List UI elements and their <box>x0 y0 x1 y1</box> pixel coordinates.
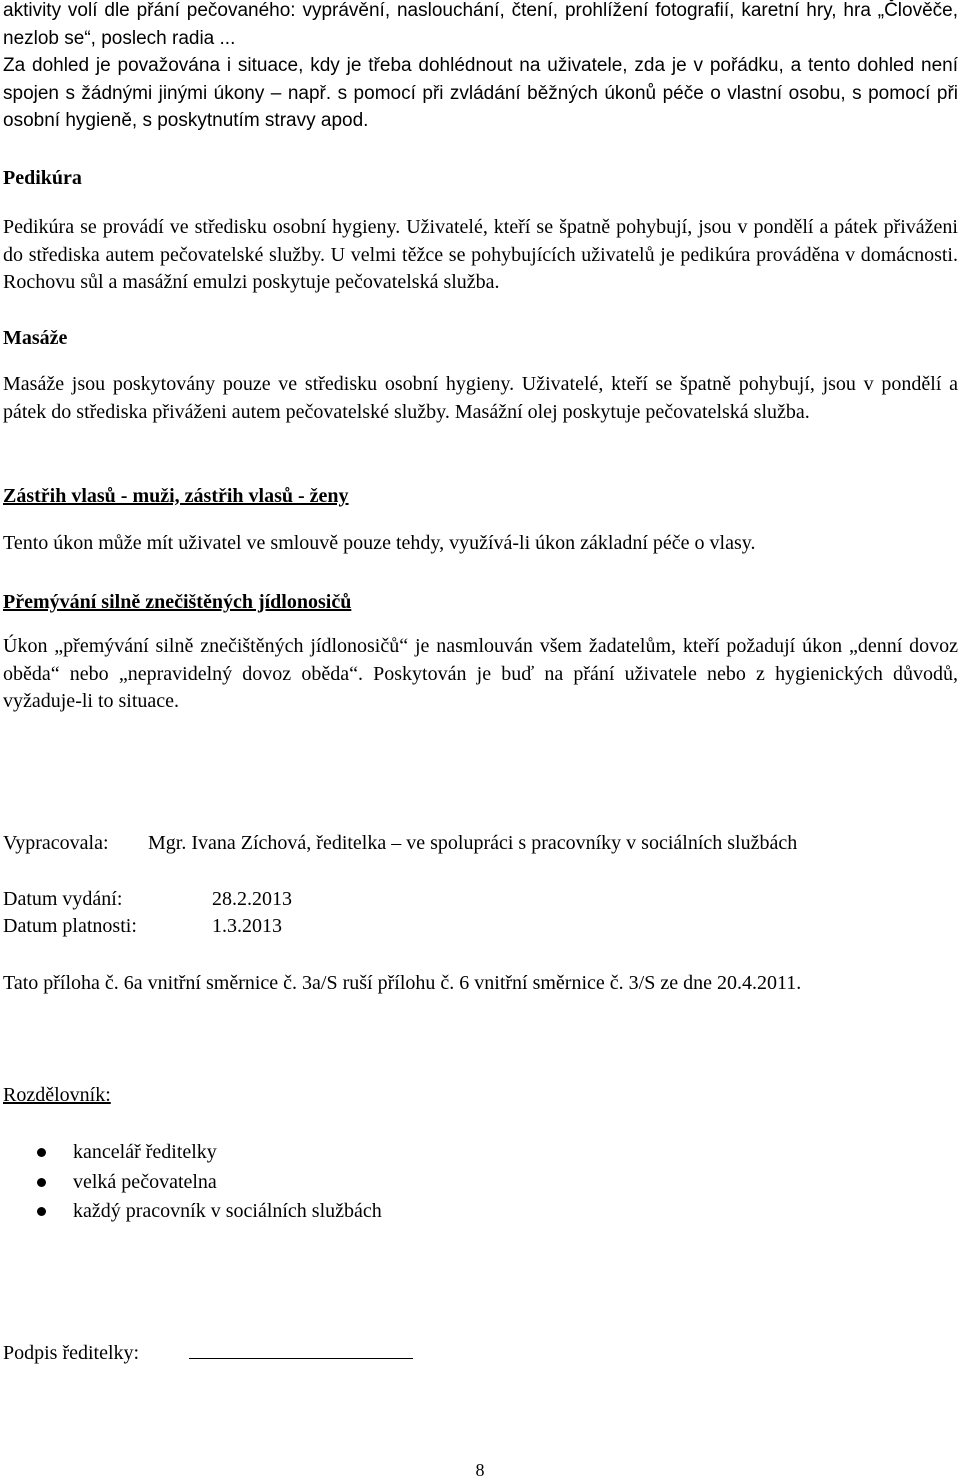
paragraph-pedikura: Pedikúra se provádí ve středisku osobní hygieny. Uživatelé, kteří se špatně pohybují, jsou v pondělí a pátek přiváženi do střediska autem pečovatelské služby. U velmi těžce se pohybujících uživatelů je pedikúra prováděna v domácnosti. Rochovu sůl a masážní emulzi poskytuje pečovatelská služba. <box>3 216 958 293</box>
paragraph-premyvani: Úkon „přemývání silně znečištěných jídlonosičů“ je nasmlouván všem žadatelům, kteří požadují úkon „denní dovoz oběda“ nebo „nepravidelný dovoz oběda“. Poskytován je buď na přání uživatele nebo z hygienických důvodů, vyžaduje-li to situace. <box>3 635 958 712</box>
list-item: kancelář ředitelky <box>3 1138 382 1168</box>
prepared-by-label: Vypracovala: <box>3 832 109 854</box>
signature-row <box>3 1339 413 1367</box>
issue-date-value: 28.2.2013 <box>212 888 292 910</box>
heading-pedikura: Pedikúra <box>3 167 82 189</box>
paragraph-zastrih: Tento úkon může mít uživatel ve smlouvě pouze tehdy, využívá-li úkon základní péče o vlasy. <box>3 532 756 554</box>
bullet-icon <box>37 1178 46 1187</box>
page-number: 8 <box>475 1460 485 1480</box>
distribution-label: Rozdělovník: <box>3 1084 111 1106</box>
bullet-icon <box>37 1207 46 1216</box>
annex-note: Tato příloha č. 6a vnitřní směrnice č. 3a/S ruší přílohu č. 6 vnitřní směrnice č. 3/S ze dne 20.4.2011. <box>3 972 802 994</box>
valid-date-value: 1.3.2013 <box>212 915 282 937</box>
valid-date-row <box>3 912 282 940</box>
valid-date-label: Datum platnosti: <box>3 915 137 937</box>
bullet-icon <box>37 1148 46 1157</box>
prepared-by-row <box>3 829 797 857</box>
issue-date-label: Datum vydání: <box>3 888 123 910</box>
list-item: velká pečovatelna <box>3 1168 382 1198</box>
issue-date-row <box>3 885 292 913</box>
heading-masaze: Masáže <box>3 327 68 349</box>
list-item: každý pracovník v sociálních službách <box>3 1197 382 1227</box>
intro-paragraph-1: aktivity volí dle přání pečovaného: vyprávění, naslouchání, čtení, prohlížení fotografií, karetní hry, hra „Člověče, nezlob se“, poslech radia ... <box>3 0 958 49</box>
signature-label: Podpis ředitelky: <box>3 1342 140 1364</box>
heading-zastrih: Zástřih vlasů - muži, zástřih vlasů - ženy <box>3 485 349 507</box>
heading-premyvani: Přemývání silně znečištěných jídlonosičů <box>3 591 352 613</box>
distribution-list <box>3 1138 382 1227</box>
paragraph-masaze: Masáže jsou poskytovány pouze ve středisku osobní hygieny. Uživatelé, kteří se špatně pohybují, jsou v pondělí a pátek do střediska přiváženi autem pečovatelské služby. Masážní olej poskytuje pečovatelská služba. <box>3 373 958 423</box>
prepared-by-value: Mgr. Ivana Zíchová, ředitelka – ve spolupráci s pracovníky v sociálních službách <box>148 832 798 854</box>
intro-paragraph-2: Za dohled je považována i situace, kdy je třeba dohlédnout na uživatele, zda je v pořádku, a tento dohled není spojen s žádnými jinými úkony – např. s pomocí při zvládání běžných úkonů péče o vlastní osobu, s pomocí při osobní hygieně, s poskytnutím stravy apod. <box>3 55 958 131</box>
signature-line <box>189 1340 413 1359</box>
